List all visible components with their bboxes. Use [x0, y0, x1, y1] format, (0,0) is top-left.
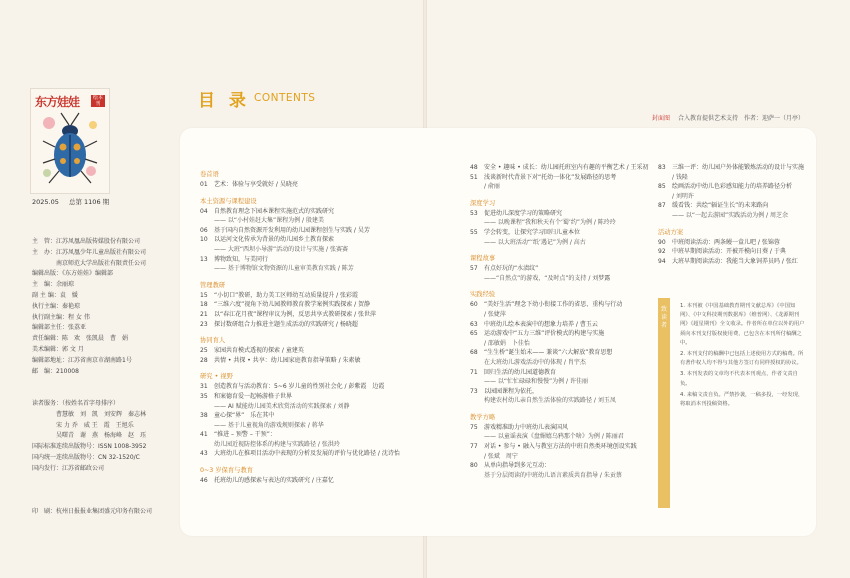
masthead-row [32, 388, 182, 399]
toc-entry-title: 对话 • 参与 • 融入与教室方法的中班自然类环境创设实践 [484, 443, 637, 451]
toc-page-number: 75 [470, 423, 478, 431]
toc-entry-subtitle: —— 以“一起去游园”实践活动为例 / 周芝余 [672, 211, 788, 219]
toc-page-number: 83 [658, 164, 666, 171]
toc-entry [470, 442, 649, 452]
toc-page-number: 55 [470, 228, 478, 236]
masthead-row: 主 管：江苏凤凰出版传媒股份有限公司 [32, 238, 141, 245]
toc-page-number: 28 [200, 356, 208, 364]
toc-entry-subtitle: / 张婕萍 [484, 310, 506, 318]
toc-section-heading: 活动方案 [658, 228, 684, 236]
toc-entry [470, 228, 649, 238]
masthead-row: 美术编辑：郭 文 月 [32, 345, 84, 353]
masthead-row: 曹慧敏 刘 凯 刘安辉 秦志林 [32, 410, 147, 418]
toc-page-number: 46 [200, 477, 208, 485]
cover-thumbnail [30, 88, 110, 194]
toc-section-heading: 协同育人 [200, 337, 226, 345]
toc-page-number: 41 [200, 431, 208, 439]
toc-entry-title: 有点好玩的“水渍纹” [484, 265, 539, 273]
beetle-illustration [39, 111, 101, 189]
toc-entry-title: 探讨数研组合力推进主题生成活动的实践研究 / 杨晓超 [214, 320, 358, 328]
toc-entry-subtitle: 基于分层阅读的中班幼儿语言素质共育指导 / 朱贡蔡 [484, 471, 622, 479]
toc-entry [470, 209, 649, 219]
toc-entry-subtitle: —— 大班“西坝小导游”活动的设计与实施 / 张赛赛 [214, 245, 348, 253]
notice-paragraph: 4. 来稿文责自负。严禁抄袭，一稿多投，一经发现，将取消本刊投稿资格。 [680, 391, 804, 408]
toc-entry-subtitle: —— 以大班活动“‘纸’遇记”为例 / 高古 [484, 238, 586, 246]
masthead-row: 主 办：江苏凤凰少年儿童出版社有限公司 [32, 248, 147, 256]
masthead-row: 南京师范大学出版社有限责任公司 [32, 259, 147, 267]
toc-entry-subtitle: —— 以“忙忙碌碌和慢慢”为例 / 许佳丽 [484, 378, 588, 386]
toc-section-heading: 教学方略 [470, 413, 496, 421]
toc-entry-title: 自然教育理念下园本课程实施范式的实践研究 [214, 207, 335, 215]
toc-entry-title: 艺术：体验与享受就好 / 吴晓亮 [214, 181, 298, 188]
toc-page-number: 53 [470, 209, 478, 217]
toc-subtitle: CONTENTS [254, 92, 316, 104]
toc-entry [200, 346, 400, 356]
cover-image-credit: 合入教育提供艺术支持 作者：迎萨一（月亭） [678, 115, 805, 122]
masthead-row: 国内统一连续出版物号：CN 32-1520/C [32, 453, 140, 461]
toc-entry-title: 以园园课程为依托， [484, 387, 539, 395]
notice-text [680, 302, 806, 411]
masthead-row: 副 主 编：袁 媛 [32, 291, 78, 299]
toc-page-number: 10 [200, 236, 208, 244]
toc-entry [470, 300, 649, 310]
toc-entry-subtitle: —— AI 赋能幼儿园美术欣赏活动的实践探索 / 刘静 [214, 402, 350, 410]
toc-entry [200, 449, 400, 459]
cover-image-label: 封面图 [652, 115, 671, 122]
toc-section-heading: 课程故事 [470, 255, 496, 263]
toc-entry-title: “小切口”教研，助力美工区师幼互动质量提升 / 张彩霞 [214, 291, 359, 299]
masthead-row: 编辑部地址：江苏省南京市湖南路1号 [32, 356, 132, 364]
toc-entry-title: 大班幼儿在推项目活动中表现的分析及发展的评价与优化路径 / 沈诗怡 [214, 450, 400, 458]
toc-entry-title: “三维六度”视角下幼儿园教师教育教学案例实践探索 / 贺静 [214, 301, 371, 309]
toc-entry [658, 257, 804, 267]
toc-title: 目 录 [198, 91, 250, 111]
toc-page-number: 92 [658, 248, 666, 256]
toc-entry-title: 三维一评：幼儿园户外体能锻炼活动的设计与实施 [672, 164, 805, 171]
toc-entry [470, 320, 649, 330]
masthead-row: 编辑部主任：张荔亚 [32, 324, 87, 332]
toc-page-number: 94 [658, 257, 666, 265]
masthead-row: 责任编辑：陈 欢 张凯晨 曹 娟 [32, 335, 129, 343]
toc-entry-title: “美好生活”理念下幼小衔接工作的省思、重构与行动 [484, 301, 623, 309]
toc-entry [470, 423, 649, 433]
toc-entry-title: 从单向指导到多元互动： [484, 462, 551, 470]
toc-page-number: 68 [470, 349, 478, 357]
masthead-row: 主 编：余丽琼 [32, 281, 75, 289]
notice-to-readers [658, 298, 808, 508]
toc-entry [658, 201, 804, 211]
toc-page-number: 01 [200, 181, 208, 188]
toc-entry-title: 绘画活动中幼儿色彩感知能力的培养路径分析 [672, 183, 793, 191]
toc-entry [200, 476, 400, 486]
notice-paragraph: 3. 本刊发表的文章均不代表本刊观点，作者文责自负。 [680, 371, 798, 387]
toc-entry [200, 310, 400, 320]
notice-paragraph: 2. 本刊支付的稿酬中已包括上述使用方式的稿费。所有著作权人均不得与其他方签订有同样授权的协议。 [680, 351, 804, 367]
toc-page-number: 90 [658, 238, 666, 246]
toc-entry-subtitle: ——“自然点”的游戏，“及时点”的支持 / 刘梦露 [484, 274, 611, 282]
toc-section-heading: 研究 • 视野 [200, 373, 233, 381]
toc-page-number: 85 [658, 183, 666, 191]
toc-entry-title: 中班幼儿绘本表演中的想象力培养 / 曹玉云 [484, 320, 598, 328]
toc-entry-title: “生生桥”诞生始末—— 兼谈“六大解放”教育思想 [484, 349, 613, 357]
toc-entry [200, 235, 400, 245]
toc-entry [470, 264, 649, 274]
toc-page-number: 18 [200, 301, 208, 309]
toc-page-number: 65 [470, 330, 478, 338]
toc-entry [200, 382, 400, 392]
toc-entry [200, 356, 400, 366]
masthead-row: 邮 编：210008 [32, 367, 79, 375]
toc-entry-title: 博物致知，与美同行 [214, 255, 269, 263]
toc-entry-title: 大班早期阅读活动：我能当大象饲养员吗 / 张红 [672, 257, 798, 265]
toc-page-number: 87 [658, 202, 666, 210]
toc-page-number: 25 [200, 347, 208, 355]
toc-page-number: 57 [470, 265, 478, 273]
toc-entry-title: 中班阅读活动：两条鳗一盒儿吧 / 张锦蓉 [672, 238, 780, 246]
toc-section-heading: 管理教研 [200, 281, 226, 289]
toc-entry [658, 238, 804, 248]
toc-page-number: 13 [200, 255, 208, 263]
toc-page-number: 63 [470, 320, 478, 328]
toc-entry [470, 387, 649, 397]
toc-page-number: 31 [200, 383, 208, 391]
toc-entry [470, 163, 649, 173]
toc-entry [200, 392, 400, 402]
toc-entry-title: 和案德育爱一起畅游格子世界 [214, 392, 293, 400]
toc-entry [200, 255, 400, 265]
toc-page-number: 77 [470, 443, 478, 451]
toc-entry [200, 430, 400, 440]
toc-entry [200, 207, 400, 217]
toc-column-2 [470, 163, 649, 480]
toc-entry-title: 中班早期阅读活动：开被开模向日葵 / 于典 [672, 248, 786, 256]
toc-page-number: 15 [200, 291, 208, 299]
masthead-row: 国际标准连续出版物号：ISSN 1008-3952 [32, 443, 147, 451]
toc-entry-subtitle: —— 基于儿童视角的游戏规则探索 / 蒋华 [214, 421, 324, 429]
toc-entry-title: 运动游戏中“五力三维”评价模式的构建与实施 [484, 330, 605, 338]
toc-entry [658, 182, 804, 192]
toc-entry [470, 461, 649, 471]
masthead-row: 执行主编：秦艳琼 [32, 302, 81, 310]
toc-entry [200, 226, 400, 236]
toc-section-heading: 本土资源与课程建设 [200, 197, 257, 205]
masthead-row: 国内发行：江苏省邮政公司 [32, 464, 105, 472]
toc-page-number: 23 [200, 320, 208, 328]
toc-entry-title: 共情 • 共探 • 共享：幼儿园家庭教育指导策略 / 朱素敏 [214, 356, 361, 364]
toc-column-3 [658, 163, 804, 266]
toc-entry-title: 托班幼儿的感探索与表达的实践研究 / 庄嘉忆 [214, 477, 334, 485]
masthead-row: 执行副主编：程 女 伟 [32, 313, 90, 321]
notice-paragraph: 1. 本刊被《中国基础教育期刊文献总库》《中国知网》、《中文科技期刊数据库》（维普网）、《龙源期刊网》《超星期刊》全文收录。作者所在单位以外的用户须向本刊支付版权使用费，已包含在本刊所付稿酬之中。 [680, 303, 805, 346]
toc-page-number: 06 [200, 226, 208, 234]
toc-entry-title: 以“春江花月夜”课程审议为例，反思共享式教研探索 / 张世萍 [214, 310, 377, 318]
toc-entry-subtitle: —— 基于博物馆文物资源的儿童审美教育实践 / 陈芳 [214, 265, 354, 273]
masthead-row: 编辑出版：《东方娃娃》编辑部 [32, 270, 114, 278]
toc-section-heading: 深度学习 [470, 199, 496, 207]
toc-entry [470, 368, 649, 378]
toc-entry [200, 300, 400, 310]
toc-entry-subtitle: / 邵敏娟 卜佳怡 [484, 339, 530, 347]
toc-column-1 [200, 163, 400, 486]
toc-page-number: 48 [470, 164, 478, 171]
toc-entry-title: 家园共育模式透视的探索 / 童建英 [214, 347, 304, 355]
masthead-row [32, 377, 182, 388]
toc-entry-title: 以运河文化传承为背景的幼儿园乡土教育探索 [214, 236, 335, 244]
issue-total: 总第 1106 期 [68, 198, 110, 206]
toc-entry [470, 348, 649, 358]
toc-entry-title: 安全 • 趣味 • 成长：幼儿园托班室内有趣的平衡艺术 / 王采初 [484, 164, 649, 171]
masthead [32, 237, 182, 475]
cover-badge: 绘本刊 [92, 95, 103, 107]
toc-page-number: 60 [470, 301, 478, 309]
toc-entry-subtitle: / 刘明许 [672, 192, 694, 200]
toc-page-number: 43 [200, 450, 208, 458]
toc-entry-subtitle: 在大班幼儿游戏活动中的体现 / 肖宇杰 [484, 358, 586, 366]
toc-entry-title: 促进幼儿深度学习的策略研究 [484, 209, 563, 217]
toc-entry [200, 180, 400, 190]
toc-entry [200, 320, 400, 330]
toc-entry-title: 学会转变，让探究学习回归儿童本位 [484, 228, 581, 236]
toc-page-number: 21 [200, 310, 208, 318]
toc-page-number: 73 [470, 387, 478, 395]
toc-entry-title: “推进 – 预警 – 干预”： [214, 431, 276, 439]
cover-title: 东方娃娃 [35, 95, 80, 109]
toc-entry-title: 游戏精准助力中班幼儿表演国风 [484, 423, 569, 431]
toc-page-number: 38 [200, 412, 208, 420]
toc-entry-title: 浅谈新时代背景下对“托幼一体化”发展路径的思考 [484, 173, 617, 181]
issue-line [32, 197, 117, 206]
toc-page-number: 80 [470, 462, 478, 470]
toc-entry-title: 基于国内自然资源开发利用的幼儿园课程创生与实践 / 吴芳 [214, 226, 370, 234]
toc-entry-subtitle: / 钱隆 [672, 173, 688, 181]
toc-entry-title: 童心探“界” 乐在其中 [214, 412, 275, 420]
toc-entry [470, 173, 649, 183]
toc-entry-subtitle: —— 以晚课程“我和秋天有个‘蜀’约”为例 / 陈玲玲 [484, 219, 616, 227]
toc-entry [658, 163, 804, 173]
notice-label: 致读者 [660, 306, 667, 329]
toc-page-number: 04 [200, 207, 208, 215]
toc-section-heading: 0~3 岁保育与教育 [200, 467, 254, 475]
toc-entry-subtitle: —— 以童谣表演《盘媚嬉乌鸦那个啥》为例 / 陈丽君 [484, 433, 624, 441]
toc-entry-subtitle: / 俞丽 [484, 183, 500, 191]
toc-entry [658, 247, 804, 257]
toc-page-number: 51 [470, 173, 478, 181]
masthead-row: 宋 力 乔 威 王 霞 王旭乐 [32, 421, 134, 429]
issue-date: 2025.05 [32, 198, 59, 206]
toc-entry [200, 411, 400, 421]
toc-section-heading: 实践经验 [470, 291, 496, 299]
toc-entry-subtitle: —— 以“小村娃赶大集”课程为例 / 殷建美 [214, 217, 324, 225]
toc-page-number: 35 [200, 392, 208, 400]
toc-entry-title: 回归生活的幼儿园道德教育 [484, 368, 557, 376]
masthead-row: 吴曙青 谢 燕 杨海峰 赵 珏 [32, 432, 147, 440]
toc-entry [200, 291, 400, 301]
toc-entry [470, 329, 649, 339]
toc-entry-title: 创造教育与活动教育：5~6 岁儿童的性别社会化 / 彭紫霞 边霞 [214, 383, 385, 391]
toc-entry-subtitle: / 张斌 周宁 [484, 452, 518, 460]
toc-page-number: 71 [470, 368, 478, 376]
masthead-row: 读者服务：（按姓名首字母排序） [32, 399, 120, 407]
toc-entry-title: 缓看钱：共绘“辐证生长”的未来路向 [672, 202, 769, 210]
toc-section-heading: 卷首语 [200, 171, 219, 178]
toc-entry-subtitle: 构建农村幼儿亲自然生活体验的实践路径 / 刘玉凤 [484, 397, 616, 405]
printer-line: 印 刷：杭州日报报业集团盛元印务有限公司 [32, 508, 153, 515]
toc-entry-subtitle: 幼儿园近视防控体系的构建与实践路径 / 张洪玲 [214, 440, 340, 448]
